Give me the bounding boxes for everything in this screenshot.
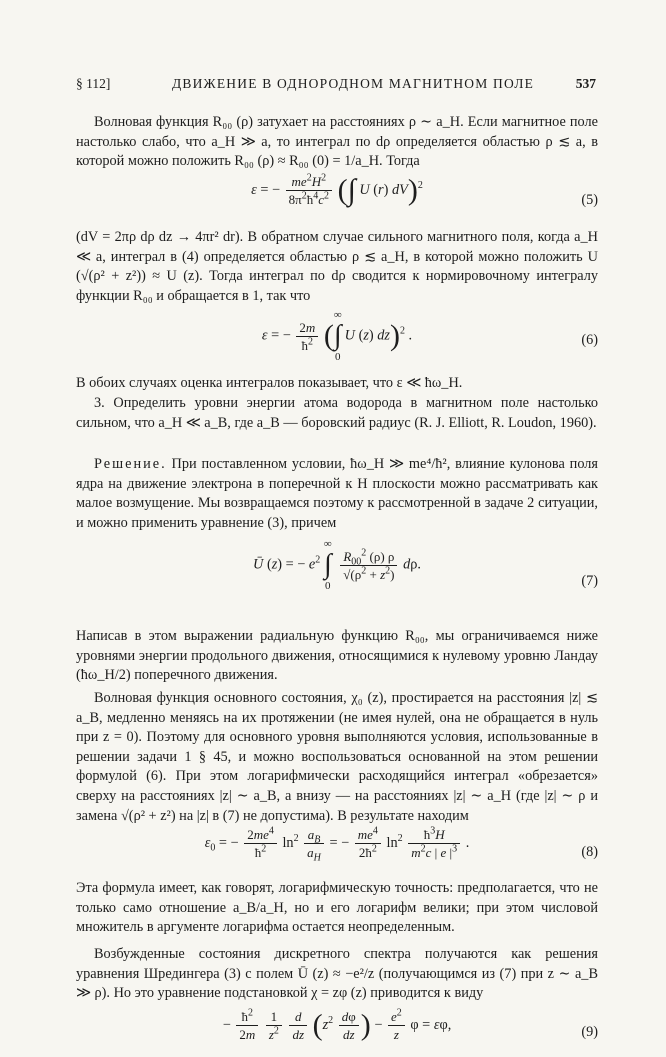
equation-5-body: ε = − $\frac{me^2H^2}{8\pi^2ħ^4c^2}$ (∫ U (r) dV)$^2$ <box>251 172 423 207</box>
page-body <box>76 113 598 1057</box>
paragraph-1b: (dV = 2πρ dρ dz → 4πr² dr). В обратном случае сильного магнитного поля, когда a_H ≪ a, интеграл в (4) определяется областью ρ ≲ a_H, в которой можно положить U (√(ρ² + z²)) ≈ U (z). Тогда интеграл по dρ сводится к нормировочному интегралу функции R₀₀ и обращается в 1, так что <box>76 229 598 304</box>
paragraph-7: Возбужденные состояния дискретного спектра получаются как решения уравнения Шредингера (3) с полем Ū (z) ≈ −e²/z (получающимся из (7) при z ∼ a_B ≫ ρ). Но это уравнение подстановкой χ = zφ (z) приводится к виду <box>76 946 598 1002</box>
paragraph-1a: Волновая функция R₀₀ (ρ) затухает на расстояниях ρ ∼ a_H. Если магнитное поле настолько слабо, что a_H ≫ a, то интеграл по dρ определяется областью ρ ≲ a, в которой можно положить R₀₀ (ρ) ≈ R₀₀ (0) = 1/a_H. Тогда <box>76 114 598 170</box>
paragraph-6: Эта формула имеет, как говорят, логарифмическую точность: предполагается, что не только само отношение a_B/a_H, но и его логарифм велики; при этом числовой множитель в аргументе логарифма остается неопределенным. <box>76 880 598 936</box>
fraction: $\frac{me^4}{2ħ^2}$ <box>355 827 381 860</box>
chapter-title: ДВИЖЕНИЕ В ОДНОРОДНОМ МАГНИТНОМ ПОЛЕ <box>172 76 535 91</box>
fraction: $\frac{d}{dz}$ <box>289 1009 307 1042</box>
equation-number: (5) <box>581 192 598 209</box>
page-number: 537 <box>575 76 596 91</box>
equation-6 <box>76 308 598 374</box>
equation-number: (7) <box>581 573 598 590</box>
equation-5 <box>76 174 598 228</box>
fraction: $\frac{2m}{ħ^2}$ <box>296 320 318 353</box>
solution-paragraph <box>76 455 598 537</box>
equation-number: (9) <box>581 1024 598 1041</box>
equation-6-body: ε = − $\frac{2m}{ħ^2}$ ( ∞ ∫ 0 U (z) dz)$^2$ . <box>261 309 413 363</box>
fraction: $\frac{2me^4}{ħ^2}$ <box>244 827 277 860</box>
equation-7 <box>76 537 598 627</box>
solution-label: Решение. <box>94 456 167 472</box>
fraction: $\frac{me^2H^2}{8\pi^2ħ^4c^2}$ <box>286 174 332 207</box>
equation-number: (8) <box>581 844 598 861</box>
fraction: $\frac{e^2}{z}$ <box>388 1009 405 1042</box>
paragraph-1c: В обоих случаях оценка интегралов показывает, что ε ≪ ħω_H. <box>76 375 463 391</box>
equation-8 <box>76 827 598 879</box>
equation-9 <box>76 1009 598 1057</box>
fraction: $\frac{1}{z^2}$ <box>266 1009 282 1042</box>
running-header <box>76 74 596 94</box>
fraction: $\frac{ħ^2}{2m}$ <box>236 1009 258 1042</box>
fraction: $\frac{d\varphi}{dz}$ <box>339 1009 359 1042</box>
equation-number: (6) <box>581 332 598 349</box>
paragraph-5: Волновая функция основного состояния, χ₀ (z), простирается на расстояния |z| ≲ a_B, медленно меняясь на их протяжении (не имея нулей, она не обращается в нуль при z = 0). Поэтому для основного уровня выполняются условия, использованные в решении задачи 1 § 45, и можно воспользоваться основанной на этом решении формулой (6). При этом логарифмически расходящийся интеграл «обрезается» сверху на расстояниях |z| ∼ a_B, а внизу — на расстояниях |z| ∼ a_H (где |z| ∼ ρ и замена √(ρ² + z²) на |z| в (7) не допустима). В результате находим <box>76 690 598 824</box>
paragraph-4: Написав в этом выражении радиальную функцию R₀₀, мы ограничиваемся ниже уровнями энергии продольного движения, относящимися к нулевому уровню Ландау (ħω_H/2) поперечного движения. <box>76 628 598 684</box>
section-mark: § 112] <box>76 76 111 91</box>
solution-text: При поставленном условии, ħω_H ≫ me⁴/ħ², влияние кулонова поля ядра на движение электрона в поперечной к H плоскости можно рассматривать как малое возмущение. Мы возвращаемся поэтому к рассмотренной в задаче 2 ситуации, и можно применить уравнение (3), причем <box>76 456 598 531</box>
problem-3: 3. Определить уровни энергии атома водорода в магнитном поле настолько сильном, что a_H ≪ a_B, где a_B — боровский радиус (R. J. Elliott, R. Loudon, 1960). <box>76 395 598 431</box>
fraction: $\frac{R_{00}^2 (\rho) \rho}{√(\rho^2 + z^2)}$ <box>340 549 397 582</box>
equation-7-body: Ū (z) = − $e^2$ ∞ ∫ 0 $\frac{R_{00}^2 (\rho) \rho}{√(\rho^2 + z^2)}$ dρ. <box>253 538 421 592</box>
equation-8-body: $\varepsilon_0$ = − $\frac{2me^4}{ħ^2}$ $\ln^2$ $\frac{a_B}{a_H}$ = − $\frac{me^4}{2ħ^2}$ $\ln^2$ $\frac{ħ^3H}{m^2c | e |^3}$ . <box>204 825 470 864</box>
equation-9-body: − $\frac{ħ^2}{2m}$ $\frac{1}{z^2}$ $\frac{d}{dz}$ ($z^2$ $\frac{d\varphi}{dz}$ ) − $\frac{e^2}{z}$ φ = εφ, <box>222 1007 452 1042</box>
fraction: $\frac{a_B}{a_H}$ <box>304 827 324 860</box>
fraction: $\frac{ħ^3H}{m^2c | e |^3}$ <box>408 827 460 860</box>
integral-limits: ∞ ∫ 0 <box>333 309 342 363</box>
integral-limits: ∞ ∫ 0 <box>323 538 332 592</box>
